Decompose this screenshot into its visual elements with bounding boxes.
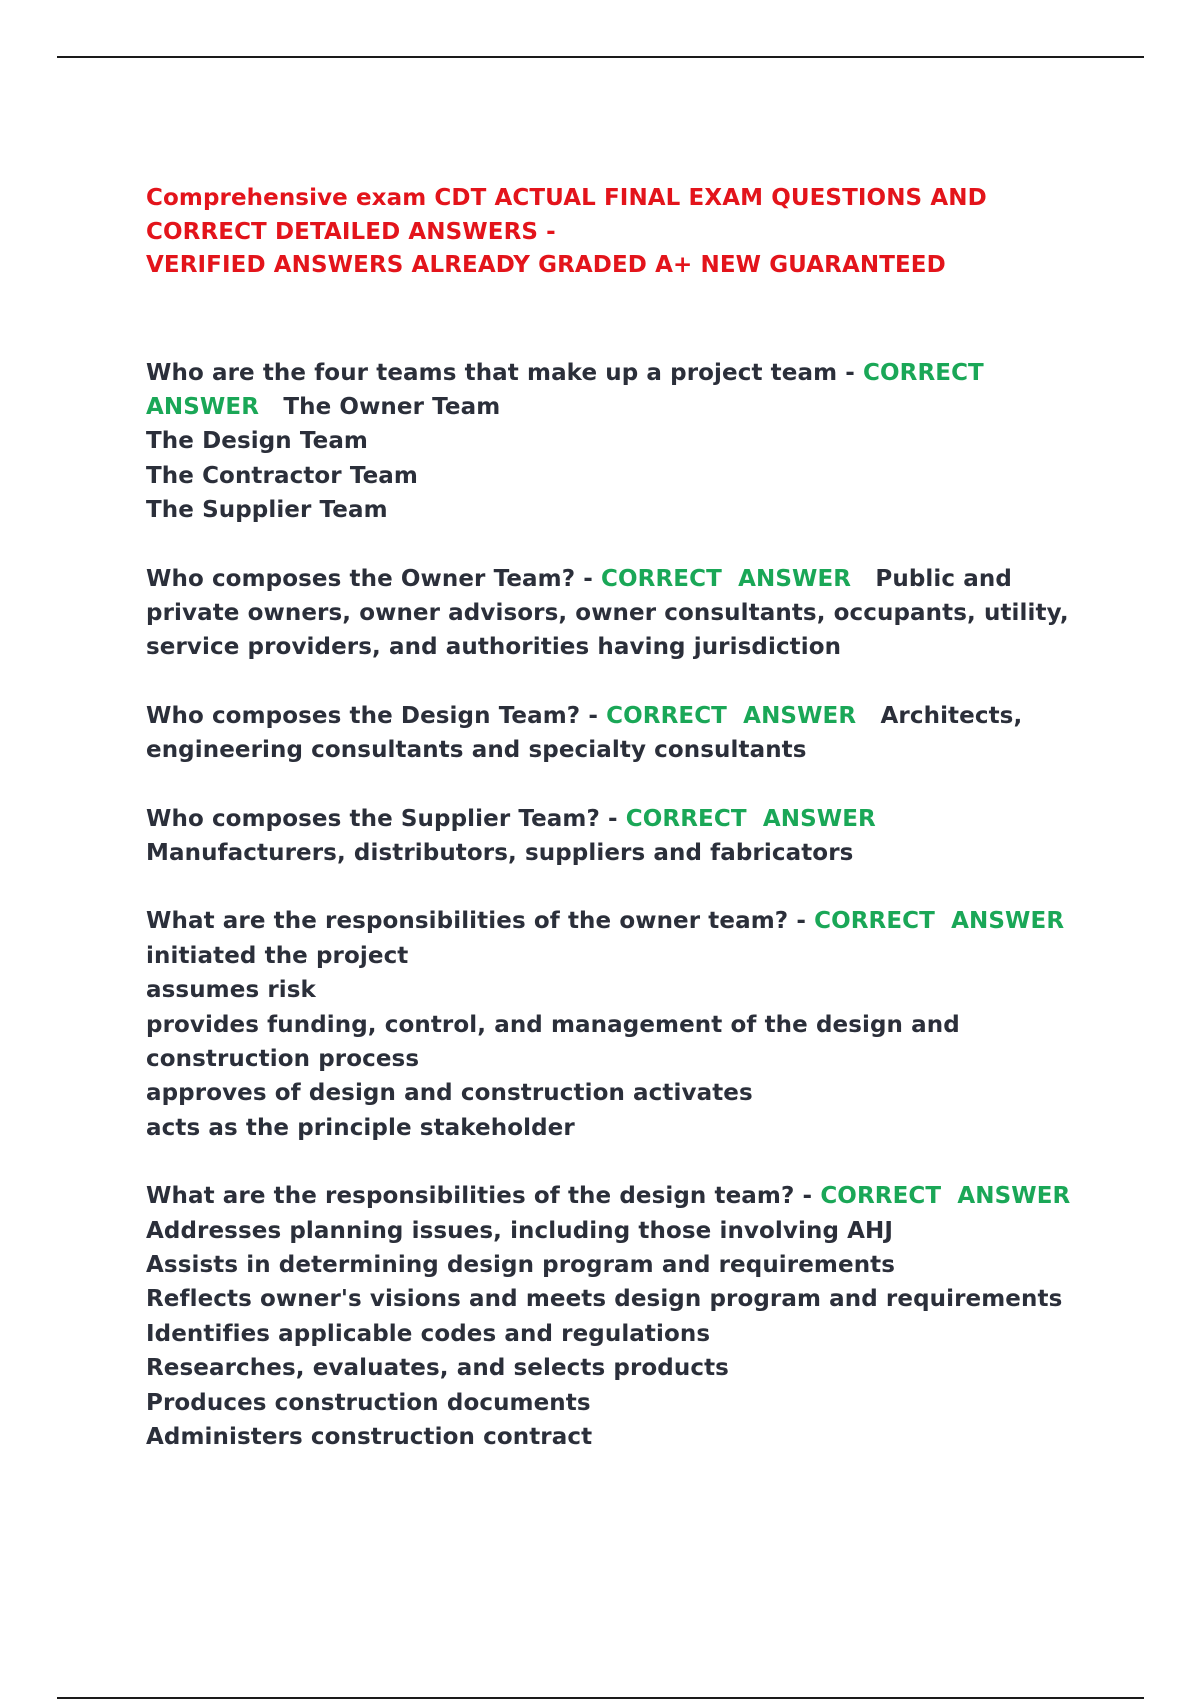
question-line	[146, 802, 1146, 836]
document-title	[146, 182, 1146, 283]
qa-item-design-responsibilities	[146, 1179, 1146, 1454]
answer-text: Produces construction documents	[146, 1389, 591, 1416]
qa-item-project-teams	[146, 356, 1146, 528]
answer-text: initiated the project	[146, 942, 409, 969]
answer-text: The Owner Team	[283, 393, 501, 420]
qa-item-owner-responsibilities	[146, 904, 1146, 1145]
answer-text: Addresses planning issues, including those involving AHJ	[146, 1217, 894, 1244]
answer-text: Assists in determining design program and requirements	[146, 1252, 896, 1279]
correct-answer-label: ANSWER	[146, 393, 260, 420]
answer-text: engineering consultants and specialty consultants	[146, 737, 807, 764]
answer-text: service providers, and authorities having jurisdiction	[146, 634, 842, 661]
answer-text: construction process	[146, 1046, 420, 1072]
answer-line	[146, 390, 1146, 424]
qa-item-owner-team	[146, 562, 1146, 665]
question-text: Who composes the Owner Team? -	[146, 565, 602, 592]
answer-text: The Supplier Team	[146, 497, 388, 524]
answer-text: approves of design and construction activates	[146, 1080, 753, 1107]
title-line: VERIFIED ANSWERS ALREADY GRADED A+ NEW GUARANTEED	[146, 252, 946, 278]
answer-text: The Contractor Team	[146, 462, 418, 489]
answer-text: provides funding, control, and management of the design and	[146, 1011, 960, 1038]
question-text: What are the responsibilities of the design team? -	[146, 1183, 821, 1210]
top-rule	[57, 56, 1144, 58]
answer-text: Identifies applicable codes and regulations	[146, 1320, 711, 1347]
answer-text: assumes risk	[146, 977, 316, 1004]
question-text: Who composes the Supplier Team? -	[146, 805, 626, 832]
answer-text: Researches, evaluates, and selects products	[146, 1355, 729, 1382]
question-line	[146, 1179, 1146, 1213]
question-text: What are the responsibilities of the owner team? -	[146, 908, 815, 935]
correct-answer-label: CORRECT ANSWER	[814, 908, 1065, 935]
correct-answer-label: CORRECT ANSWER	[601, 565, 852, 592]
answer-text: Reflects owner's visions and meets design program and requirements	[146, 1286, 1063, 1313]
title-line: CORRECT DETAILED ANSWERS -	[146, 218, 556, 245]
qa-item-supplier-team	[146, 802, 1146, 871]
correct-answer-label: CORRECT	[863, 359, 984, 386]
answer-text: Manufacturers, distributors, suppliers and fabricators	[146, 839, 854, 866]
answer-text: private owners, owner advisors, owner consultants, occupants, utility,	[146, 599, 1069, 626]
bottom-rule	[57, 1697, 1144, 1699]
question-text: Who are the four teams that make up a project team -	[146, 359, 864, 386]
correct-answer-label: CORRECT ANSWER	[820, 1183, 1071, 1210]
document-content	[146, 182, 1146, 1488]
answer-text: The Design Team	[146, 428, 368, 455]
correct-answer-label: CORRECT ANSWER	[606, 702, 857, 729]
title-line: Comprehensive exam CDT ACTUAL FINAL EXAM QUESTIONS AND	[146, 185, 987, 211]
question-line	[146, 699, 1146, 733]
answer-text: Architects,	[880, 702, 1023, 729]
question-text: Who composes the Design Team? -	[146, 702, 607, 729]
question-line	[146, 904, 1146, 938]
question-line	[146, 562, 1146, 596]
answer-text: Public and	[875, 565, 1012, 592]
answer-text: acts as the principle stakeholder	[146, 1114, 575, 1141]
answer-text: Administers construction contract	[146, 1424, 593, 1451]
qa-item-design-team	[146, 699, 1146, 768]
correct-answer-label: CORRECT ANSWER	[625, 805, 876, 832]
question-line	[146, 356, 1146, 390]
